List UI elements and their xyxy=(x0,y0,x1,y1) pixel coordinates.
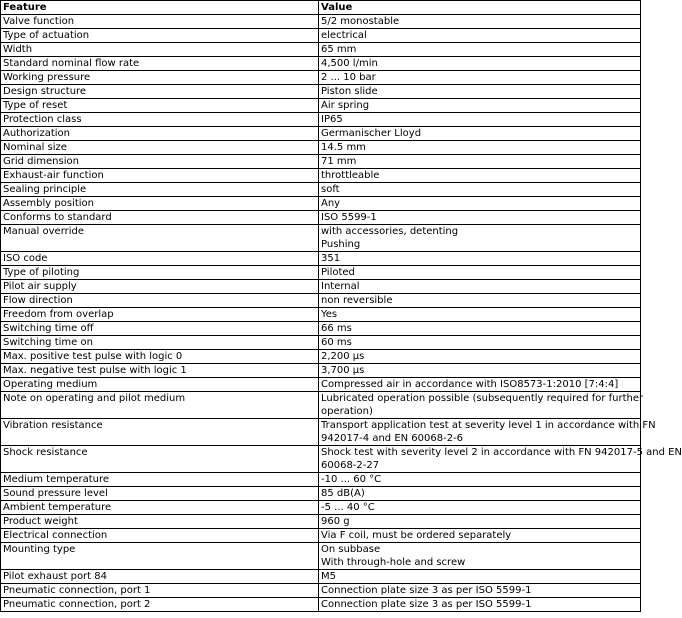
value-cell xyxy=(319,419,656,446)
feature-cell: Ambient temperature xyxy=(1,501,319,515)
table-row xyxy=(1,378,641,392)
value-line: 14.5 mm xyxy=(321,142,366,153)
feature-cell: Electrical connection xyxy=(1,529,319,543)
value-cell xyxy=(319,141,641,155)
feature-cell: Pneumatic connection, port 2 xyxy=(1,598,319,612)
feature-cell: Note on operating and pilot medium xyxy=(1,392,319,419)
feature-cell: ISO code xyxy=(1,252,319,266)
table-row xyxy=(1,29,641,43)
feature-cell: Max. negative test pulse with logic 1 xyxy=(1,364,319,378)
value-cell xyxy=(319,322,641,336)
value-cell xyxy=(319,266,641,280)
value-cell xyxy=(319,473,641,487)
feature-cell: Authorization xyxy=(1,127,319,141)
table-row xyxy=(1,169,641,183)
feature-cell: Sound pressure level xyxy=(1,487,319,501)
value-cell xyxy=(319,43,641,57)
feature-cell: Sealing principle xyxy=(1,183,319,197)
table-row xyxy=(1,15,641,29)
feature-cell: Type of actuation xyxy=(1,29,319,43)
value-line: operation) xyxy=(321,406,373,417)
feature-cell: Mounting type xyxy=(1,543,319,570)
table-row xyxy=(1,141,641,155)
table-row xyxy=(1,113,641,127)
value-cell xyxy=(319,85,641,99)
feature-cell: Manual override xyxy=(1,225,319,252)
feature-cell: Operating medium xyxy=(1,378,319,392)
feature-cell: Pilot exhaust port 84 xyxy=(1,570,319,584)
value-line: IP65 xyxy=(321,114,343,125)
feature-cell: Pneumatic connection, port 1 xyxy=(1,584,319,598)
value-line: 5/2 monostable xyxy=(321,16,400,27)
value-line: Connection plate size 3 as per ISO 5599-1 xyxy=(321,599,532,610)
value-cell xyxy=(319,127,641,141)
feature-cell: Valve function xyxy=(1,15,319,29)
value-line: 66 ms xyxy=(321,323,352,334)
value-cell xyxy=(319,378,641,392)
feature-cell: Max. positive test pulse with logic 0 xyxy=(1,350,319,364)
value-column-header: Value xyxy=(319,1,641,15)
value-line: With through-hole and screw xyxy=(321,557,466,568)
feature-cell: Switching time on xyxy=(1,336,319,350)
value-line: Compressed air in accordance with ISO8573-1:2010 [7:4:4] xyxy=(321,379,619,390)
value-line: Lubricated operation possible (subsequently required for further xyxy=(321,393,644,404)
value-cell xyxy=(319,183,641,197)
feature-cell: Grid dimension xyxy=(1,155,319,169)
table-row xyxy=(1,570,641,584)
table-row xyxy=(1,529,641,543)
table-row xyxy=(1,487,641,501)
table-row xyxy=(1,336,641,350)
value-line: Any xyxy=(321,198,341,209)
value-cell xyxy=(319,501,641,515)
value-line: throttleable xyxy=(321,170,380,181)
value-line: 2 ... 10 bar xyxy=(321,72,376,83)
value-line: 85 dB(A) xyxy=(321,488,365,499)
value-line: electrical xyxy=(321,30,367,41)
value-cell xyxy=(319,598,641,612)
table-row xyxy=(1,266,641,280)
value-line: Connection plate size 3 as per ISO 5599-1 xyxy=(321,585,532,596)
value-line: Shock test with severity level 2 in accordance with FN 942017-5 and EN xyxy=(321,447,682,458)
value-cell xyxy=(319,155,641,169)
value-cell xyxy=(319,350,641,364)
table-row xyxy=(1,294,641,308)
table-row xyxy=(1,252,641,266)
value-cell xyxy=(319,211,641,225)
table-row xyxy=(1,515,641,529)
feature-cell: Product weight xyxy=(1,515,319,529)
value-cell xyxy=(319,336,641,350)
feature-cell: Pilot air supply xyxy=(1,280,319,294)
value-cell xyxy=(319,280,641,294)
value-cell xyxy=(319,252,641,266)
value-line: 4,500 l/min xyxy=(321,58,378,69)
table-row xyxy=(1,350,641,364)
feature-cell: Working pressure xyxy=(1,71,319,85)
value-cell xyxy=(319,57,641,71)
value-cell xyxy=(319,225,641,252)
feature-cell: Standard nominal flow rate xyxy=(1,57,319,71)
feature-cell: Nominal size xyxy=(1,141,319,155)
feature-cell: Medium temperature xyxy=(1,473,319,487)
value-cell xyxy=(319,543,641,570)
value-cell xyxy=(319,515,641,529)
value-line: non reversible xyxy=(321,295,393,306)
table-row xyxy=(1,473,641,487)
value-cell xyxy=(319,570,641,584)
value-line: -10 ... 60 °C xyxy=(321,474,382,485)
table-row xyxy=(1,183,641,197)
value-line: M5 xyxy=(321,571,336,582)
value-line: Via F coil, must be ordered separately xyxy=(321,530,512,541)
value-line: 960 g xyxy=(321,516,350,527)
value-line: On subbase xyxy=(321,544,381,555)
table-row xyxy=(1,308,641,322)
table-row xyxy=(1,155,641,169)
value-line: soft xyxy=(321,184,340,195)
table-row xyxy=(1,280,641,294)
feature-cell: Assembly position xyxy=(1,197,319,211)
value-line: 3,700 µs xyxy=(321,365,365,376)
table-row xyxy=(1,99,641,113)
value-cell xyxy=(319,197,641,211)
table-row xyxy=(1,127,641,141)
feature-cell: Conforms to standard xyxy=(1,211,319,225)
value-cell xyxy=(319,169,641,183)
value-line: 60 ms xyxy=(321,337,352,348)
value-cell xyxy=(319,446,682,473)
value-cell xyxy=(319,113,641,127)
table-row xyxy=(1,501,641,515)
table-row xyxy=(1,543,641,570)
value-line: 60068-2-27 xyxy=(321,460,380,471)
value-cell xyxy=(319,99,641,113)
feature-cell: Width xyxy=(1,43,319,57)
value-line: ISO 5599-1 xyxy=(321,212,377,223)
value-cell xyxy=(319,487,641,501)
feature-cell: Flow direction xyxy=(1,294,319,308)
value-cell xyxy=(319,71,641,85)
value-cell xyxy=(319,529,641,543)
value-line: Pushing xyxy=(321,239,361,250)
value-line: 942017-4 and EN 60068-2-6 xyxy=(321,433,464,444)
value-line: Air spring xyxy=(321,100,370,111)
feature-cell: Switching time off xyxy=(1,322,319,336)
table-row xyxy=(1,584,641,598)
table-row xyxy=(1,364,641,378)
value-cell xyxy=(319,392,644,419)
table-row xyxy=(1,598,641,612)
value-cell xyxy=(319,29,641,43)
table-row xyxy=(1,322,641,336)
table-row xyxy=(1,211,641,225)
table-row xyxy=(1,85,641,99)
value-line: 71 mm xyxy=(321,156,357,167)
feature-cell: Type of reset xyxy=(1,99,319,113)
value-line: 351 xyxy=(321,253,341,264)
feature-cell: Protection class xyxy=(1,113,319,127)
value-cell xyxy=(319,364,641,378)
table-row xyxy=(1,57,641,71)
table-row xyxy=(1,225,641,252)
value-line: Piston slide xyxy=(321,86,378,97)
feature-cell: Freedom from overlap xyxy=(1,308,319,322)
value-cell xyxy=(319,584,641,598)
value-cell xyxy=(319,294,641,308)
feature-cell: Exhaust-air function xyxy=(1,169,319,183)
table-row xyxy=(1,43,641,57)
feature-cell: Type of piloting xyxy=(1,266,319,280)
value-line: -5 ... 40 °C xyxy=(321,502,375,513)
value-line: 2,200 µs xyxy=(321,351,365,362)
table-row xyxy=(1,419,641,446)
table-header-row xyxy=(1,1,641,15)
value-line: Transport application test at severity level 1 in accordance with FN xyxy=(321,420,656,431)
value-line: 65 mm xyxy=(321,44,357,55)
value-line: Yes xyxy=(321,309,338,320)
table-row xyxy=(1,71,641,85)
spec-table-body xyxy=(1,15,682,612)
table-row xyxy=(1,446,641,473)
value-line: Germanischer Lloyd xyxy=(321,128,422,139)
value-cell xyxy=(319,308,641,322)
value-line: Internal xyxy=(321,281,360,292)
feature-cell: Shock resistance xyxy=(1,446,319,473)
value-line: with accessories, detenting xyxy=(321,226,459,237)
feature-cell: Design structure xyxy=(1,85,319,99)
value-line: Piloted xyxy=(321,267,355,278)
value-cell xyxy=(319,15,641,29)
table-row xyxy=(1,197,641,211)
table-row xyxy=(1,392,641,419)
feature-cell: Vibration resistance xyxy=(1,419,319,446)
feature-column-header: Feature xyxy=(1,1,319,15)
